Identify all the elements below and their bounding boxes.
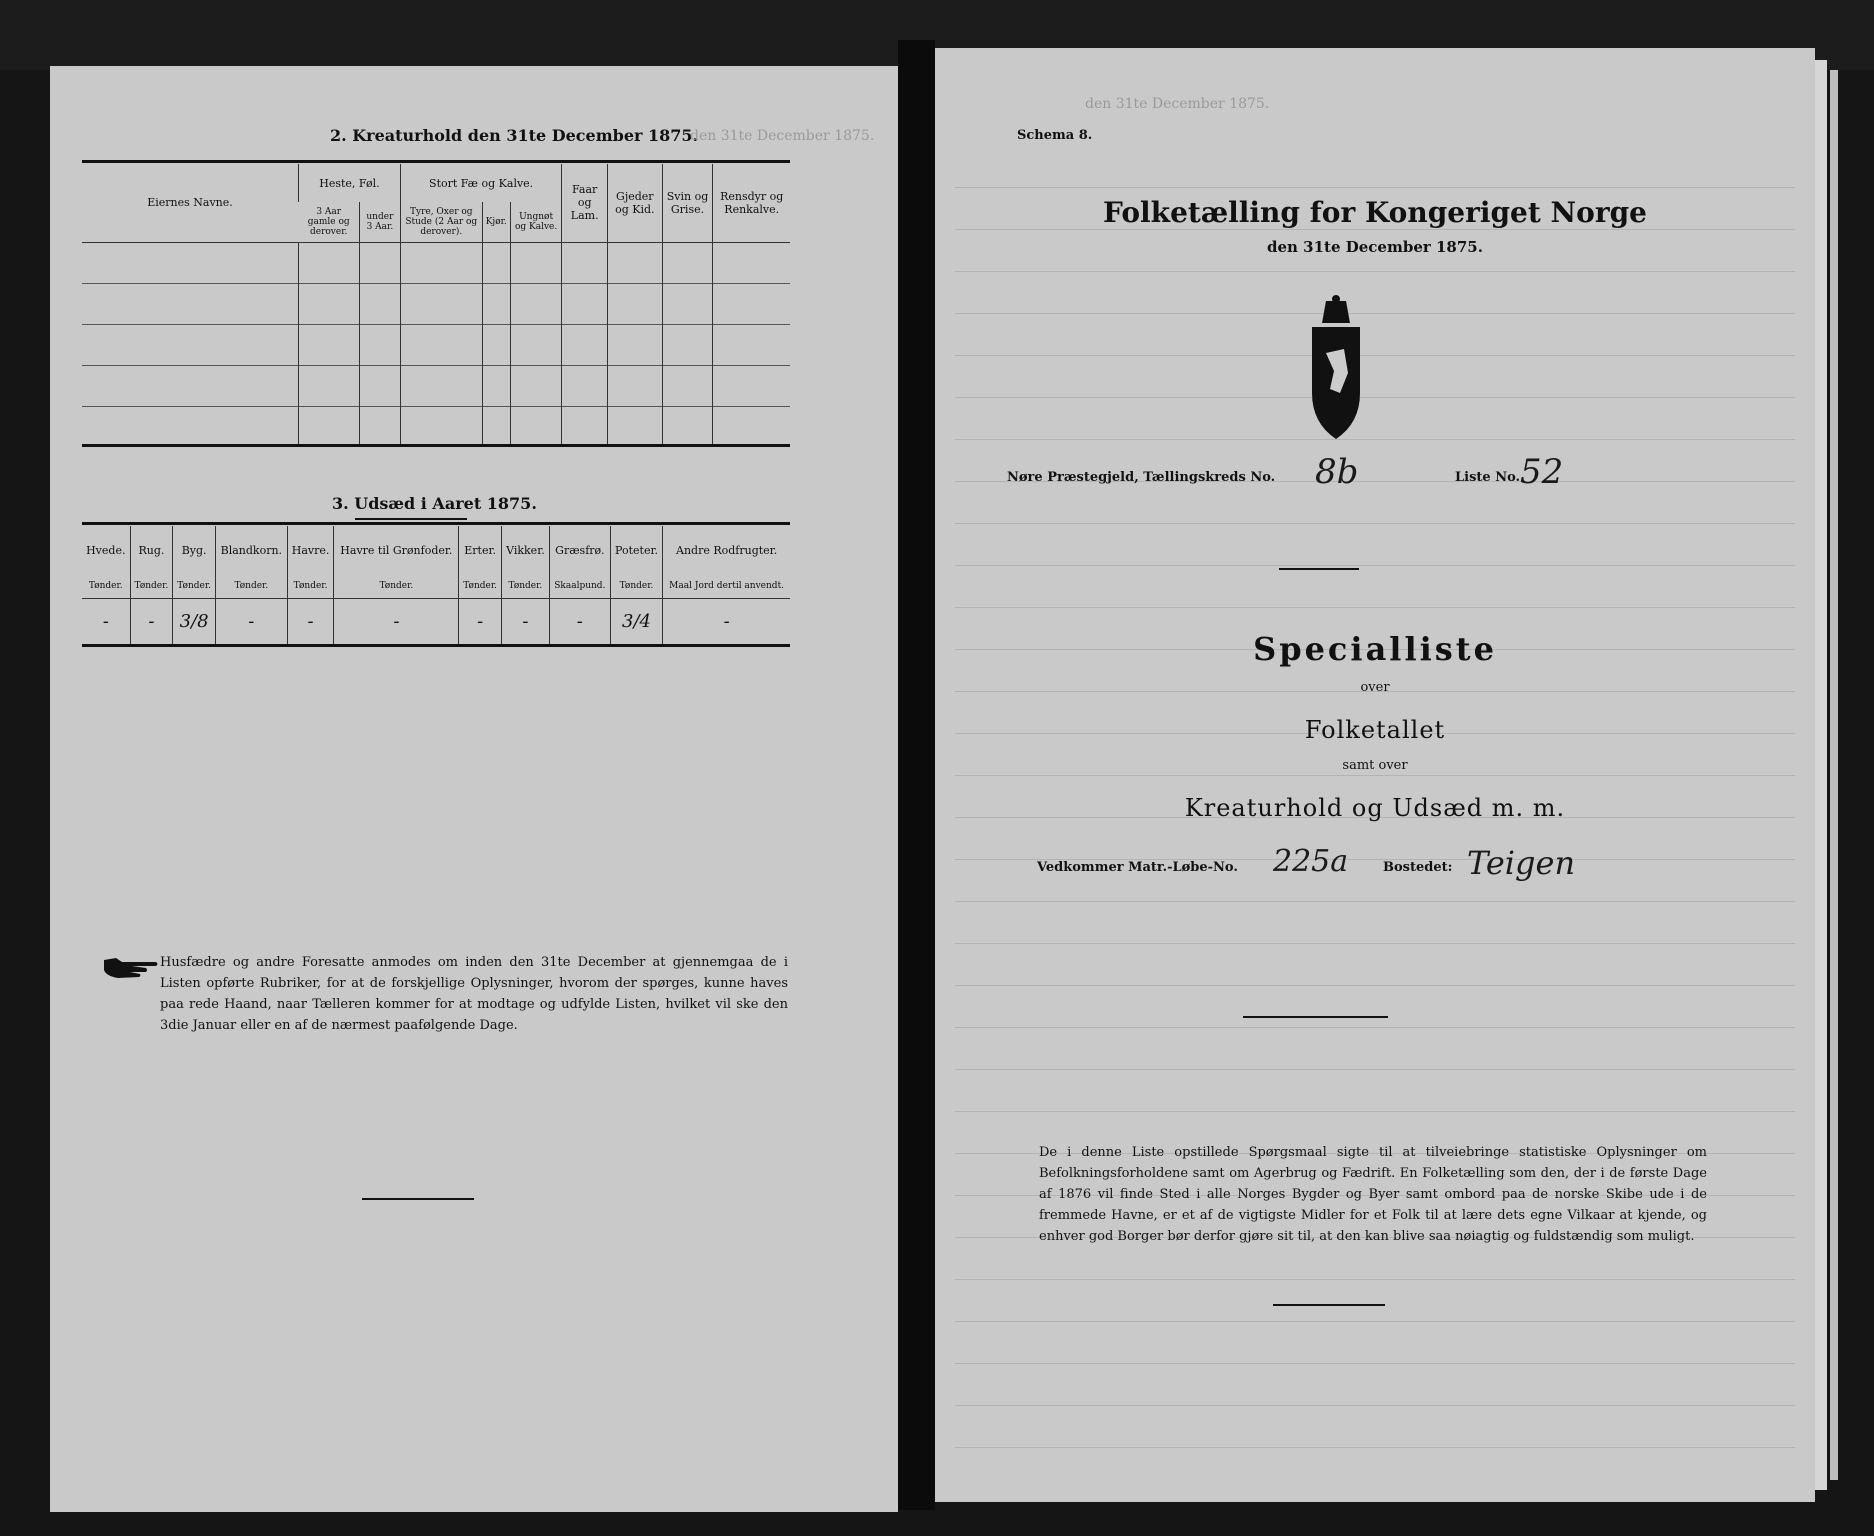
- seed-value-cell: -: [334, 598, 459, 644]
- main-title: Folketælling for Kongeriget Norge: [1103, 196, 1647, 229]
- folketallet-heading: Folketallet: [1304, 716, 1446, 744]
- seed-unit-label: Tønder.: [88, 580, 123, 591]
- seed-table-bottom-rule: [82, 644, 790, 647]
- matr-no-handwritten: 225a: [1273, 844, 1349, 879]
- table-row: [82, 324, 790, 365]
- table-bottom-rule: [82, 444, 790, 447]
- pointing-hand-icon: [102, 954, 160, 980]
- table-top-rule: [82, 160, 790, 163]
- reindeer-header: Rensdyr og Renkalve.: [713, 164, 790, 242]
- seed-value-cell: -: [663, 598, 790, 644]
- table-row: [82, 407, 790, 444]
- table-row: [82, 283, 790, 324]
- date-line: den 31te December 1875.: [1267, 238, 1483, 256]
- right-page: [935, 48, 1815, 1502]
- list-label: Liste No.: [1455, 470, 1521, 485]
- cattle-sub3-header: Ungnøt og Kalve.: [510, 202, 562, 242]
- seed-unit-label: Skaalpund.: [549, 574, 610, 598]
- seed-value-cell: -: [459, 598, 502, 644]
- table-row: [82, 366, 790, 407]
- seed-column-header: Blandkorn.: [216, 526, 288, 574]
- seed-value-cell: 3/8: [173, 598, 216, 644]
- norwegian-coat-of-arms-icon: [1304, 293, 1368, 443]
- seed-unit-label: Tønder.: [216, 574, 288, 598]
- table-row: [82, 242, 790, 283]
- seed-value-cell: 3/4: [610, 598, 662, 644]
- livestock-table: [82, 164, 790, 444]
- owner-column-header: Eiernes Navne.: [147, 196, 233, 210]
- divider: [355, 518, 467, 520]
- seed-column-header: Hvede.: [86, 543, 126, 557]
- district-label: Nøre Præstegjeld, Tællingskreds No.: [1007, 470, 1276, 485]
- seed-table: [82, 526, 790, 644]
- seed-column-header: Poteter.: [610, 526, 662, 574]
- specialliste-heading: Specialliste: [1253, 630, 1497, 668]
- seed-column-header: Byg.: [173, 526, 216, 574]
- horses-sub1-header: 3 Aar gamle og derover.: [307, 206, 350, 237]
- seed-value-cell: -: [502, 598, 550, 644]
- seed-column-header: Græsfrø.: [549, 526, 610, 574]
- cattle-sub2-header: Kjør.: [482, 202, 510, 242]
- seed-value-cell: -: [216, 598, 288, 644]
- seed-value-cell: -: [549, 598, 610, 644]
- section3-title: 3. Udsæd i Aaret 1875.: [332, 494, 537, 513]
- seed-value-cell: -: [287, 598, 334, 644]
- divider: [1279, 568, 1359, 570]
- matr-label: Vedkommer Matr.-Løbe-No.: [1037, 860, 1238, 875]
- sheep-header: Faar og Lam.: [562, 164, 608, 242]
- samt-over-text: samt over: [1342, 758, 1408, 773]
- section2-title: 2. Kreaturhold den 31te December 1875.: [330, 126, 699, 145]
- page-edge-stack: [1815, 60, 1827, 1490]
- seed-column-header: Andre Rodfrugter.: [663, 526, 790, 574]
- list-no-handwritten: 52: [1520, 452, 1564, 492]
- seed-unit-label: Maal Jord dertil anvendt.: [663, 574, 790, 598]
- district-no-handwritten: 8b: [1315, 452, 1359, 492]
- seed-unit-label: Tønder.: [502, 574, 550, 598]
- seed-unit-label: Tønder.: [334, 574, 459, 598]
- cattle-sub1-header: Tyre, Oxer og Stude (2 Aar og derover).: [400, 202, 482, 242]
- cattle-group-header: Stort Fæ og Kalve.: [400, 164, 562, 202]
- divider: [1243, 1016, 1388, 1018]
- seed-column-header: Erter.: [459, 526, 502, 574]
- goats-header: Gjeder og Kid.: [607, 164, 662, 242]
- seed-unit-label: Tønder.: [459, 574, 502, 598]
- divider: [362, 1198, 474, 1200]
- faded-bleed-text: den 31te December 1875.: [1085, 96, 1270, 112]
- seed-unit-label: Tønder.: [287, 574, 334, 598]
- seed-value-cell: -: [102, 610, 109, 632]
- seed-column-header: Vikker.: [502, 526, 550, 574]
- seed-value-cell: -: [130, 598, 173, 644]
- horses-sub2-header: under 3 Aar.: [359, 202, 400, 242]
- horses-group-header: Heste, Føl.: [299, 164, 401, 202]
- seed-table-top-rule: [82, 522, 790, 525]
- page-edge-stack: [1830, 70, 1838, 1480]
- bostedet-value-handwritten: Teigen: [1467, 844, 1576, 882]
- book-spine: [898, 40, 935, 1510]
- seed-unit-label: Tønder.: [610, 574, 662, 598]
- pigs-header: Svin og Grise.: [662, 164, 713, 242]
- seed-unit-label: Tønder.: [130, 574, 173, 598]
- kreaturhold-heading: Kreaturhold og Udsæd m. m.: [1184, 794, 1566, 822]
- seed-column-header: Rug.: [130, 526, 173, 574]
- seed-unit-label: Tønder.: [173, 574, 216, 598]
- seed-column-header: Havre til Grønfoder.: [334, 526, 459, 574]
- divider: [1273, 1304, 1385, 1306]
- over-text: over: [1360, 680, 1390, 695]
- faded-bleed-text: den 31te December 1875.: [690, 128, 875, 144]
- schema-label: Schema 8.: [1017, 128, 1093, 143]
- info-text: De i denne Liste opstillede Spørgsmaal sigte til at tilveiebringe statistiske Oplysninger om Befolkningsforholdene samt om Agerbrug og Fædrift. En Folketælling som den, der i de første Dage af 1876 vil finde Sted i alle Norges Bygder og Byer samt ombord paa de norske Skibe ude i de fremmede Havne, er et af de vigtigste Midler for et Folk til at lære dets egne Vilkaar at kjende, og enhver god Borger bør derfor gjøre sit til, at den kan blive saa nøiagtig og fuldstændig som muligt.: [1039, 1145, 1707, 1244]
- left-page: [50, 66, 898, 1512]
- notice-text: Husfædre og andre Foresatte anmodes om inden den 31te December at gjennemgaa de i Listen opførte Rubriker, for at de forskjellige Oplysninger, hvorom der spørges, kunne haves paa rede Haand, naar Tælleren kommer for at modtage og udfylde Listen, hvilket vil ske den 3die Januar eller en af de nærmest paafølgende Dage.: [160, 955, 788, 1033]
- bostedet-label: Bostedet:: [1383, 860, 1453, 875]
- seed-column-header: Havre.: [287, 526, 334, 574]
